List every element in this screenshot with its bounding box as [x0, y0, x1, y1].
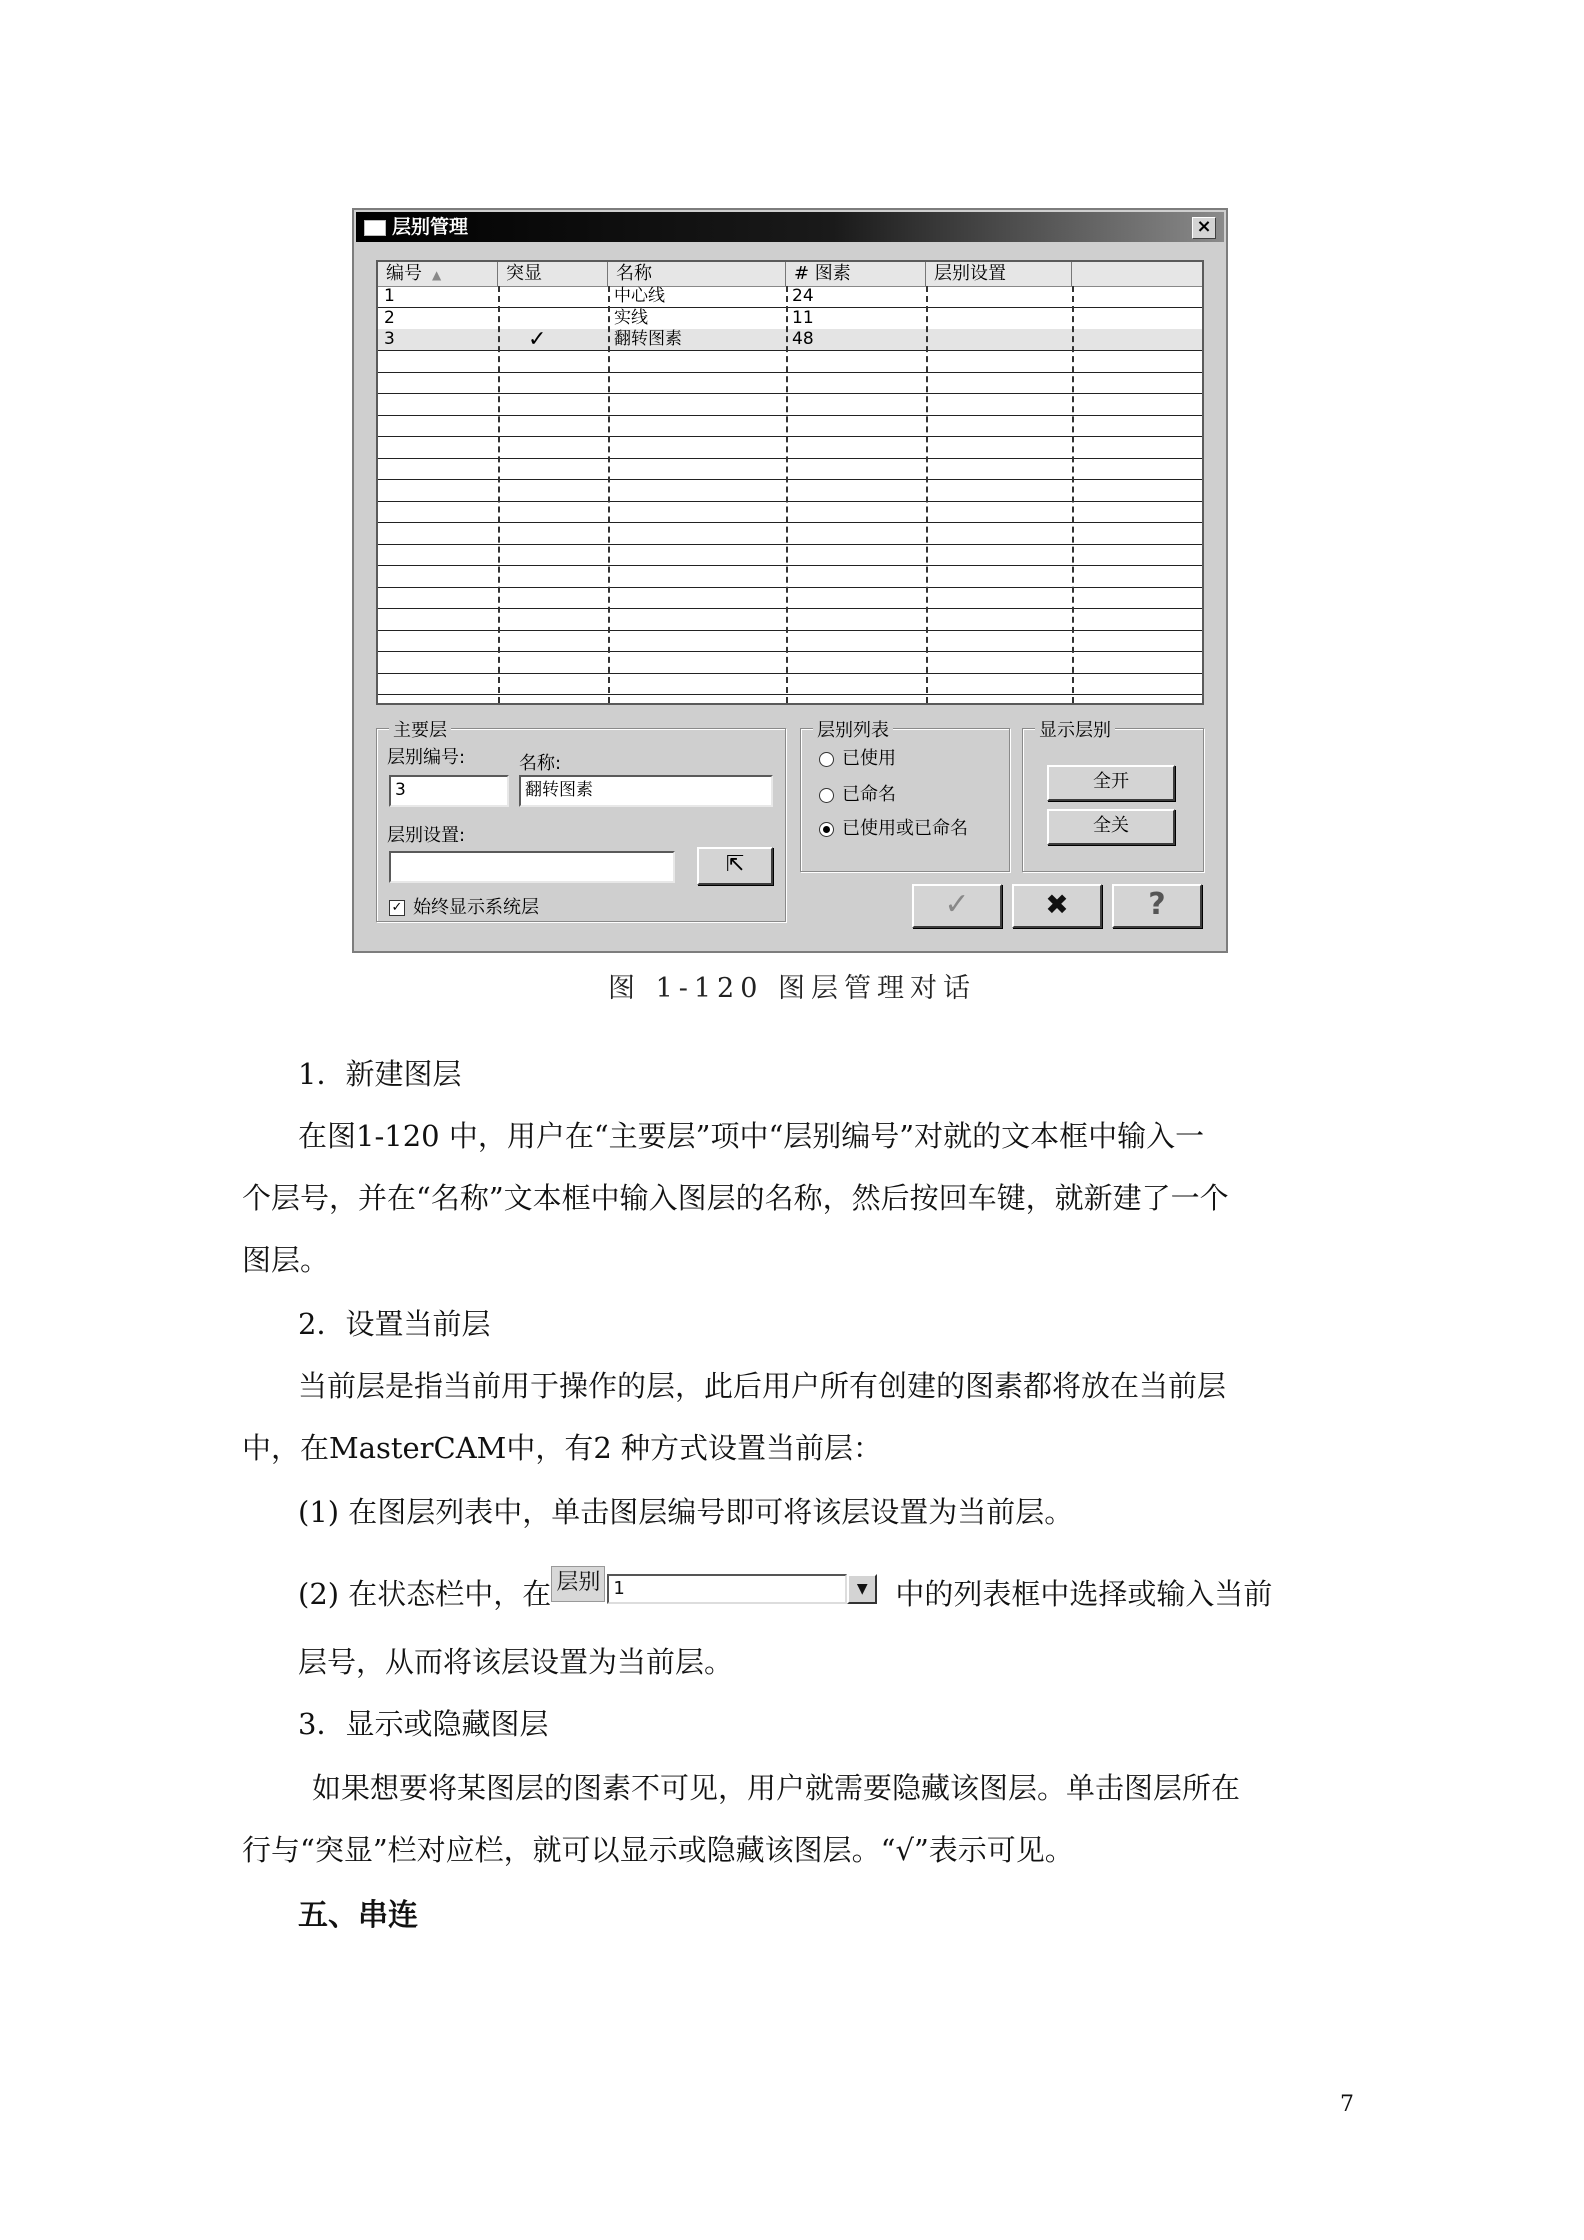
column-header-empty [1072, 262, 1204, 286]
item2-prefix: (2) 在状态栏中，在 [298, 1577, 552, 1611]
section-heading-show-hide: 3．显示或隐藏图层 [298, 1707, 549, 1741]
always-show-label: 始终显示系统层 [413, 897, 539, 918]
column-header-setting[interactable]: 层别设置 [926, 262, 1072, 286]
all-on-button[interactable]: 全开 [1047, 765, 1175, 801]
dialog-titlebar[interactable] [356, 212, 1224, 242]
table-row[interactable] [378, 329, 1202, 351]
table-cell [926, 308, 1072, 329]
table-cell: 翻转图素 [614, 329, 682, 349]
empty-row [378, 609, 1202, 631]
close-button[interactable]: × [1192, 217, 1216, 239]
section-heading-current-layer: 2．设置当前层 [298, 1307, 491, 1341]
sort-ascending-icon: ▲ [432, 268, 442, 282]
help-icon: ? [1148, 887, 1166, 922]
column-header-name[interactable]: 名称 [608, 262, 786, 286]
table-cell: 2 [384, 307, 395, 328]
help-button[interactable] [1112, 884, 1202, 928]
empty-row [378, 394, 1202, 416]
paragraph-line: 图层。 [242, 1243, 330, 1277]
paragraph-line: 层号，从而将该层设置为当前层。 [298, 1645, 734, 1679]
item2-suffix: 中的列表框中选择或输入当前 [895, 1577, 1273, 1611]
column-header-highlight[interactable]: 突显 [498, 262, 608, 286]
checkbox-checked-icon: ✓ [389, 900, 405, 916]
table-cell: 48 [792, 329, 814, 349]
empty-row [378, 415, 1202, 437]
table-cell: 中心线 [614, 286, 665, 306]
empty-row [378, 695, 1202, 706]
layer-number-label: 层别编号: [387, 747, 466, 768]
paragraph-line: 如果想要将某图层的图素不可见，用户就需要隐藏该图层。单击图层所在 [312, 1771, 1241, 1805]
dropdown-arrow-icon: ▼ [847, 1574, 877, 1604]
empty-row [378, 437, 1202, 459]
paragraph-line: 行与“突显”栏对应栏，就可以显示或隐藏该图层。“√”表示可见。 [242, 1833, 1074, 1867]
visible-check-icon[interactable]: ✓ [528, 327, 547, 352]
ok-button[interactable] [912, 884, 1002, 928]
list-item [298, 1572, 1272, 1613]
window-icon [364, 220, 386, 236]
layer-list-group [800, 720, 1010, 872]
visible-check-icon[interactable] [498, 286, 608, 307]
cursor-arrow-icon: ⇱ [725, 852, 745, 877]
visible-check-icon[interactable] [498, 308, 608, 329]
empty-row [378, 480, 1202, 502]
layer-manager-dialog [352, 208, 1228, 953]
layer-setting-input[interactable] [389, 851, 675, 883]
table-cell: 24 [792, 286, 814, 306]
layer-number-input[interactable]: 3 [389, 775, 509, 807]
radio-used-label: 已使用 [842, 748, 896, 769]
empty-row [378, 652, 1202, 674]
empty-row [378, 351, 1202, 373]
all-off-button[interactable]: 全关 [1047, 809, 1175, 845]
paragraph-line: 中，在MasterCAM中，有2 种方式设置当前层： [242, 1431, 883, 1465]
paragraph-line: 当前层是指当前用于操作的层，此后用户所有创建的图素都将放在当前层 [298, 1369, 1227, 1403]
radio-on-icon [819, 822, 834, 837]
cancel-button[interactable] [1012, 884, 1102, 928]
column-divider [1072, 286, 1074, 703]
table-cell [926, 329, 1072, 350]
radio-off-icon [819, 752, 834, 767]
empty-row [378, 458, 1202, 480]
empty-row [378, 566, 1202, 588]
empty-row [378, 587, 1202, 609]
empty-row [378, 501, 1202, 523]
figure-caption: 图 1-120 图层管理对话 [607, 973, 976, 1004]
column-divider [608, 286, 610, 703]
column-header-number[interactable] [378, 262, 498, 286]
inline-layer-combobox [551, 1572, 895, 1610]
empty-row [378, 544, 1202, 566]
main-layer-legend: 主要层 [389, 716, 451, 742]
inline-layer-label: 层别 [551, 1566, 605, 1602]
column-divider [498, 286, 500, 703]
table-cell: 11 [792, 307, 814, 328]
table-cell [926, 286, 1072, 307]
layer-list-legend: 层别列表 [813, 716, 893, 742]
table-cell: 3 [384, 329, 395, 349]
list-header [378, 262, 1202, 287]
check-icon: ✓ [944, 887, 970, 922]
layer-list-view[interactable] [376, 260, 1204, 705]
table-row[interactable] [378, 308, 1202, 330]
always-show-system-layer-checkbox[interactable] [389, 893, 539, 919]
empty-row [378, 523, 1202, 545]
column-divider [926, 286, 928, 703]
empty-row [378, 372, 1202, 394]
layer-setting-label: 层别设置: [387, 825, 466, 846]
table-cell: 实线 [614, 307, 648, 328]
layer-name-label: 名称: [519, 753, 562, 774]
radio-named-label: 已命名 [842, 784, 896, 805]
pick-entity-button[interactable] [697, 847, 773, 885]
empty-row [378, 630, 1202, 652]
paragraph-line: 在图1-120 中，用户在“主要层”项中“层别编号”对就的文本框中输入一 [298, 1119, 1205, 1153]
radio-off-icon [819, 788, 834, 803]
inline-layer-value: 1 [607, 1574, 847, 1604]
page-number: 7 [1340, 2092, 1354, 2117]
list-item: (1) 在图层列表中，单击图层编号即可将该层设置为当前层。 [298, 1495, 1074, 1529]
dialog-title: 层别管理 [392, 216, 469, 238]
table-cell: 1 [384, 286, 395, 306]
radio-used-or-named-label: 已使用或已命名 [842, 818, 968, 839]
column-header-count[interactable]: # 图素 [786, 262, 926, 286]
layer-name-input[interactable]: 翻转图素 [519, 775, 773, 807]
section-heading-chain: 五、串连 [298, 1898, 418, 1933]
main-layer-group [376, 720, 786, 922]
table-row[interactable] [378, 286, 1202, 308]
column-divider [786, 286, 788, 703]
show-layers-group [1022, 720, 1204, 872]
empty-row [378, 673, 1202, 695]
radio-used-or-named[interactable] [819, 817, 968, 841]
cross-icon: ✖ [1045, 888, 1069, 921]
show-layers-legend: 显示层别 [1035, 716, 1115, 742]
radio-used[interactable] [819, 747, 896, 771]
column-number-label: 编号 [386, 263, 422, 284]
section-heading-new-layer: 1．新建图层 [298, 1057, 462, 1091]
radio-named[interactable] [819, 783, 896, 807]
paragraph-line: 个层号，并在“名称”文本框中输入图层的名称，然后按回车键，就新建了一个 [242, 1181, 1229, 1215]
